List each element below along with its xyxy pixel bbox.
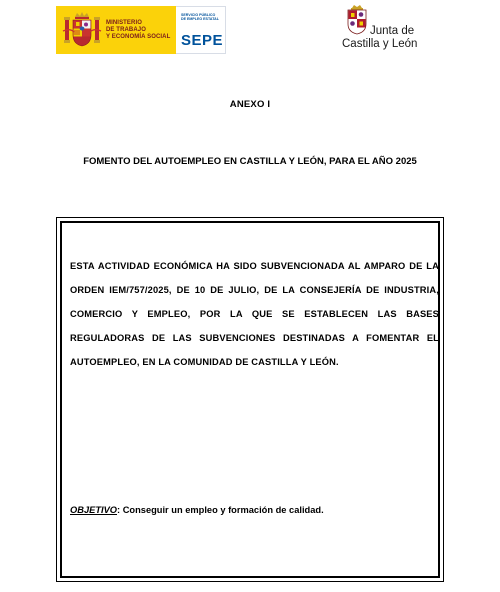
ministry-line: Y ECONOMÍA SOCIAL [106, 34, 171, 40]
sepe-acronym: SEPE [181, 32, 224, 49]
sepe-full-name [181, 13, 225, 21]
notice-frame [56, 217, 444, 582]
sepe-logo [176, 6, 226, 54]
castilla-y-leon-crest-icon [346, 5, 368, 35]
spain-coat-of-arms-icon [62, 11, 102, 49]
notice-frame-inner [60, 221, 440, 578]
objective-line [70, 504, 439, 516]
ministry-line: MINISTERIO [106, 20, 143, 26]
annex-title: ANEXO I [229, 99, 271, 110]
subsidy-notice-text: ESTA ACTIVIDAD ECONÓMICA HA SIDO SUBVENCIONADA AL AMPARO DE LA ORDEN IEM/757/2025, DE 10 DE JULIO, DE LA CONSEJERÍA DE INDUSTRIA, COMERCIO Y EMPLEO, POR LA QUE SE ESTABLECEN LAS BASES REGULADORAS DE LAS SUBVENCIONES DESTINADAS A FOMENTAR EL AUTOEMPLEO, EN LA COMUNIDAD DE CASTILLA Y LEÓN. [70, 261, 439, 367]
junta-line-2: Castilla y León [342, 38, 418, 50]
objective-text: Conseguir un empleo y formación de calidad. [120, 505, 324, 515]
program-title: FOMENTO DEL AUTOEMPLEO EN CASTILLA Y LEÓN, PARA EL AÑO 2025 [83, 156, 417, 167]
sepe-name-line: SERVICIO PÚBLICO [181, 13, 216, 17]
objective-label: OBJETIVO [70, 505, 118, 515]
objective-separator: : [117, 505, 121, 515]
sepe-name-line: DE EMPLEO ESTATAL [181, 17, 219, 22]
ministry-name [106, 20, 174, 41]
junta-line-1: Junta de [370, 25, 415, 37]
ministry-logo [56, 6, 176, 54]
junta-castilla-leon-logo [340, 5, 460, 55]
ministry-line: DE TRABAJO [106, 27, 147, 33]
